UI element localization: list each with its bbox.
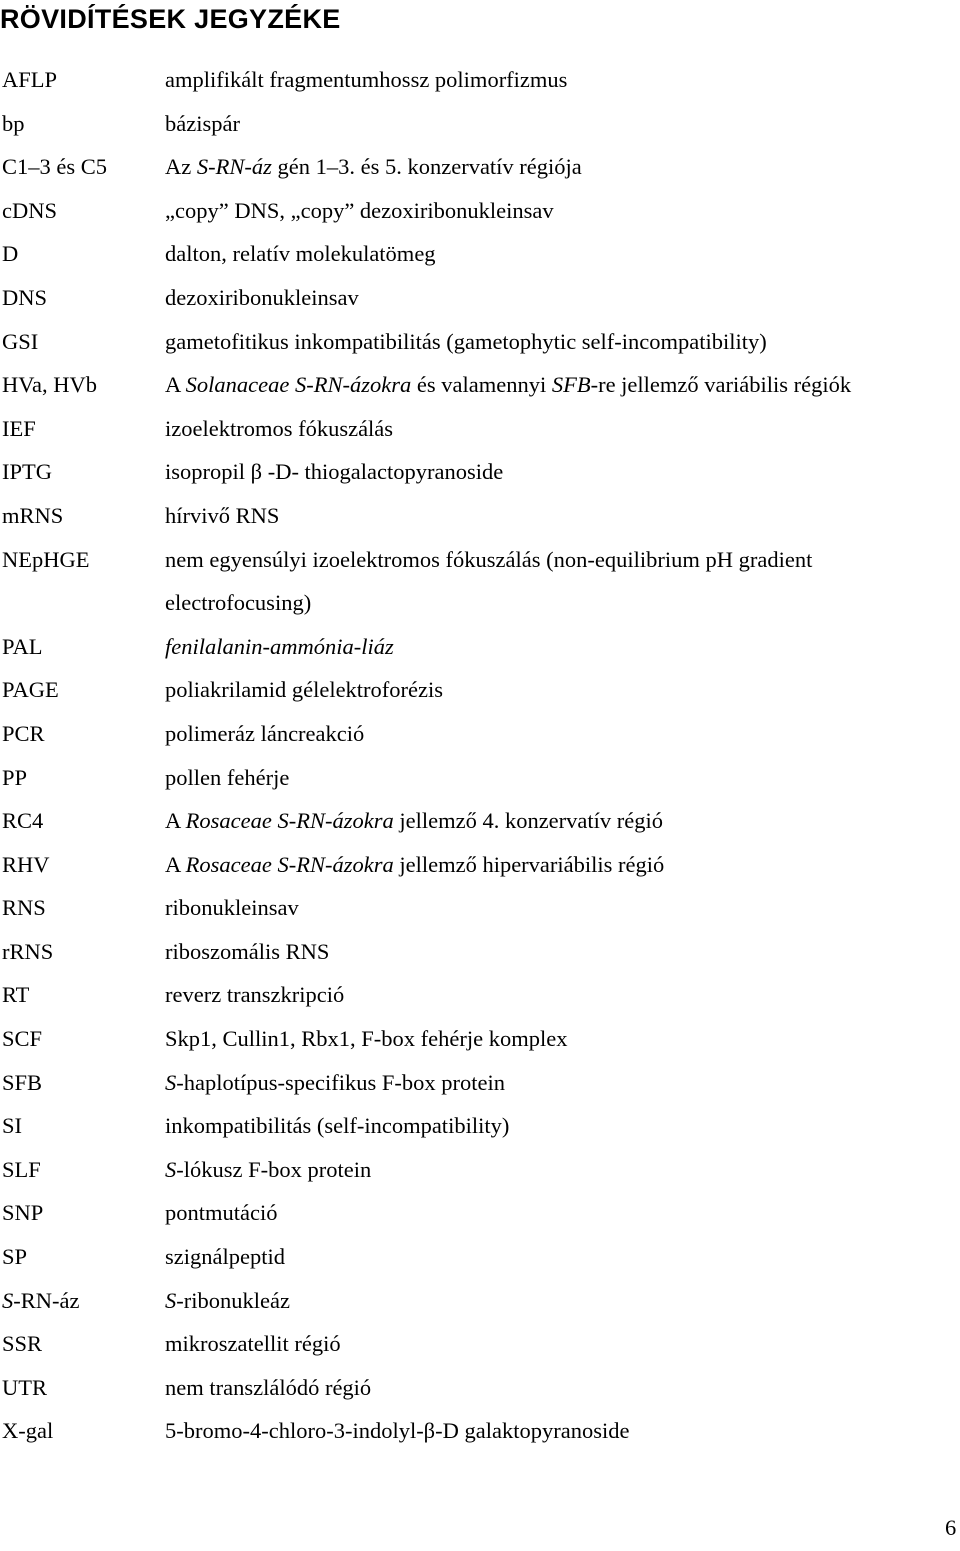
abbreviation: C1–3 és C5 (2, 154, 108, 180)
list-item (0, 1191, 960, 1235)
definition: pollen fehérje (165, 764, 290, 790)
list-item (0, 625, 960, 669)
abbreviation: SP (2, 1244, 28, 1270)
abbreviation: RNS (2, 895, 46, 921)
list-item (0, 1409, 960, 1453)
definition: izoelektromos fókuszálás (165, 415, 394, 441)
list-item (0, 930, 960, 974)
list-item (0, 756, 960, 800)
list-item (0, 1235, 960, 1279)
list-item (0, 189, 960, 233)
abbreviation: bp (2, 110, 25, 136)
abbreviation: SI (2, 1113, 23, 1139)
definition: S-ribonukleáz (165, 1287, 290, 1313)
abbreviation: PP (2, 764, 28, 790)
abbreviation: IPTG (2, 459, 52, 485)
list-item (0, 1104, 960, 1148)
abbreviation: RHV (2, 851, 50, 877)
abbreviation: SSR (2, 1331, 43, 1357)
definition: poliakrilamid gélelektroforézis (165, 677, 444, 703)
abbreviation: SFB (2, 1069, 43, 1095)
abbreviation: GSI (2, 328, 39, 354)
abbreviation: RC4 (2, 808, 44, 834)
abbreviation: rRNS (2, 938, 54, 964)
definition: szignálpeptid (165, 1244, 285, 1270)
definition: amplifikált fragmentumhossz polimorfizmus (165, 67, 568, 92)
definition: A Solanaceae S-RN-ázokra és valamennyi SFB-re jellemző variábilis régiók (165, 372, 852, 398)
definition: isopropil β -D- thiogalactopyranoside (165, 459, 504, 485)
definition: pontmutáció (165, 1200, 278, 1226)
definition: riboszomális RNS (165, 938, 330, 964)
list-item (0, 1148, 960, 1192)
list-item (0, 973, 960, 1017)
definition: dezoxiribonukleinsav (165, 284, 359, 310)
definition: gametofitikus inkompatibilitás (gametophytic self-incompatibility) (165, 328, 767, 354)
abbreviation: HVa, HVb (2, 372, 97, 398)
abbreviation: cDNS (2, 197, 57, 223)
list-item (0, 538, 960, 625)
abbreviation: UTR (2, 1374, 47, 1400)
list-item (0, 276, 960, 320)
definition: dalton, relatív molekulatömeg (165, 241, 436, 267)
abbreviation: RT (2, 982, 30, 1008)
definition: A Rosaceae S-RN-ázokra jellemző 4. konzervatív régió (165, 808, 664, 834)
definition: S-haplotípus-specifikus F-box protein (165, 1069, 505, 1095)
abbreviation: NEpHGE (2, 546, 90, 572)
definition: nem egyensúlyi izoelektromos fókuszálás (non-equilibrium pH gradient electrofocusing) (165, 546, 813, 616)
list-item (0, 1279, 960, 1323)
list-item (0, 102, 960, 146)
abbreviation-list (0, 58, 960, 1453)
page-number: 6 (945, 1515, 957, 1540)
definition: inkompatibilitás (self-incompatibility) (165, 1113, 510, 1139)
list-item (0, 1366, 960, 1410)
definition: ribonukleinsav (165, 895, 299, 921)
list-item (0, 1322, 960, 1366)
definition: 5-bromo-4-chloro-3-indolyl-β-D galaktopyranoside (165, 1418, 630, 1444)
page-title: RÖVIDÍTÉSEK JEGYZÉKE (0, 4, 341, 34)
list-item (0, 494, 960, 538)
list-item (0, 450, 960, 494)
list-item (0, 886, 960, 930)
list-item (0, 1017, 960, 1061)
list-item (0, 232, 960, 276)
list-item (0, 363, 960, 407)
definition: bázispár (165, 110, 240, 136)
definition: reverz transzkripció (165, 982, 345, 1008)
abbreviation: PAL (2, 633, 43, 659)
list-item (0, 1061, 960, 1105)
abbreviation: mRNS (2, 502, 64, 528)
list-item (0, 320, 960, 364)
abbreviation: PAGE (2, 677, 59, 703)
definition: A Rosaceae S-RN-ázokra jellemző hipervariábilis régió (165, 851, 665, 877)
abbreviation: PCR (2, 720, 45, 746)
list-item (0, 407, 960, 451)
definition: Skp1, Cullin1, Rbx1, F-box fehérje komplex (165, 1026, 568, 1052)
definition: nem transzlálódó régió (165, 1374, 372, 1400)
list-item (0, 145, 960, 189)
definition: hírvivő RNS (165, 502, 280, 528)
abbreviation: IEF (2, 415, 36, 441)
list-item (0, 843, 960, 887)
list-item (0, 58, 960, 102)
definition: „copy” DNS, „copy” dezoxiribonukleinsav (165, 197, 554, 223)
definition: fenilalanin-ammónia-liáz (165, 633, 394, 659)
list-item (0, 712, 960, 756)
definition: Az S-RN-áz gén 1–3. és 5. konzervatív régiója (165, 154, 582, 180)
definition: polimeráz láncreakció (165, 720, 365, 746)
abbreviation: AFLP (2, 67, 58, 92)
abbreviation: SCF (2, 1026, 43, 1052)
list-item (0, 799, 960, 843)
abbreviation: D (2, 241, 19, 267)
list-item (0, 668, 960, 712)
abbreviation: SLF (2, 1156, 41, 1182)
abbreviation: SNP (2, 1200, 44, 1226)
definition: mikroszatellit régió (165, 1331, 341, 1357)
abbreviation: DNS (2, 284, 48, 310)
definition: S-lókusz F-box protein (165, 1156, 372, 1182)
abbreviation: X-gal (2, 1418, 54, 1444)
abbreviation: S-RN-áz (2, 1287, 80, 1313)
